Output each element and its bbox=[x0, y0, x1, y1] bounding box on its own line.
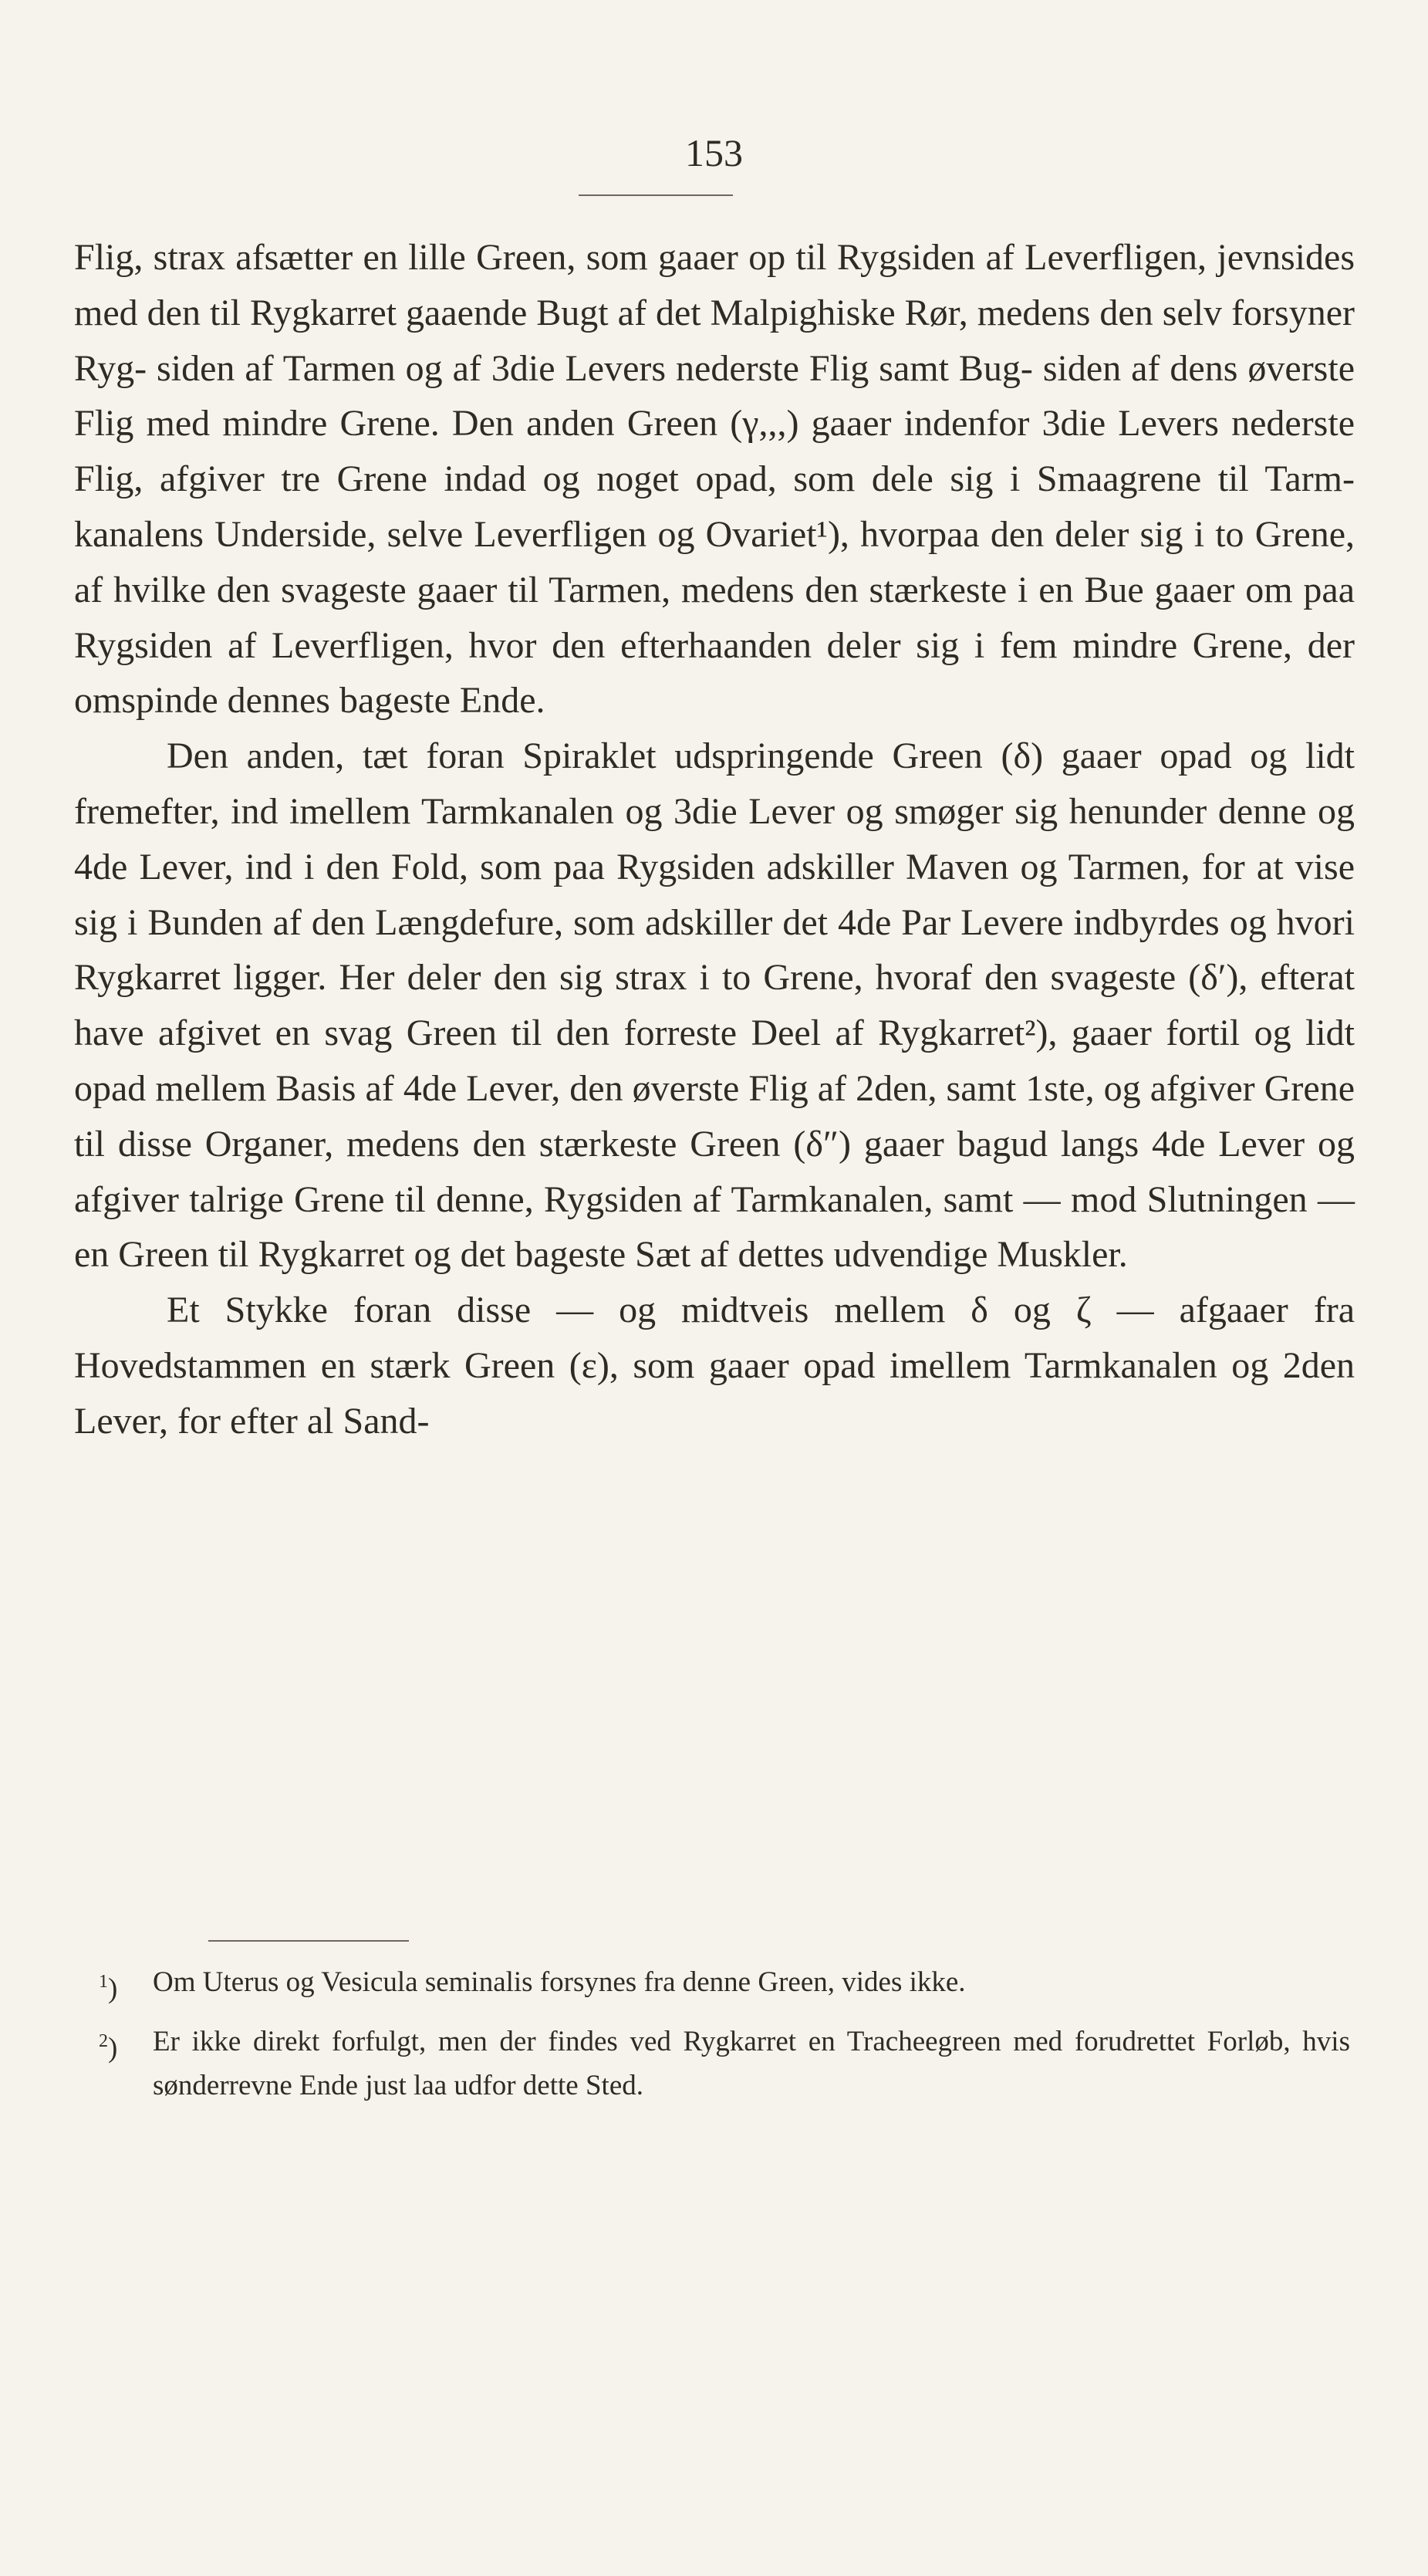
paragraph-2: Den anden, tæt foran Spiraklet udspringende Green (δ) gaaer opad og lidt fremefter, ind imellem Tarmkanalen og 3die Lever og smøger sig henunder denne og 4de Lever, ind i den Fold, som paa Rygsiden adskiller Maven og Tarmen, for at vise sig i Bunden af den Længdefure, som adskiller det 4de Par Levere indbyrdes og hvori Rygkarret ligger. Her deler den sig strax i to Grene, hvoraf den svageste (δ′), efterat have afgivet en svag Green til den forreste Deel af Rygkarret²), gaaer fortil og lidt opad mellem Basis af 4de Lever, den øverste Flig af 2den, samt 1ste, og afgiver Grene til disse Organer, medens den stærkeste Green (δ″) gaaer bagud langs 4de Lever og afgiver talrige Grene til denne, Rygsiden af Tarmkanalen, samt — mod Slutningen — en Green til Rygkarret og det bageste Sæt af dettes udvendige Muskler. bbox=[74, 735, 1355, 1276]
footnote-2 bbox=[99, 2020, 1350, 2108]
footnote-marker: $^1$) bbox=[99, 1972, 118, 2005]
paragraph-3: Et Stykke foran disse — og midtveis mellem δ og ζ — afgaaer fra Hovedstammen en stærk Green (ε), som gaaer opad imellem Tarmkanalen og 2den Lever, for efter al Sand- bbox=[74, 1290, 1355, 1442]
footnote-rule bbox=[208, 1940, 409, 1942]
page-number: 153 bbox=[685, 131, 743, 174]
footnote-1 bbox=[99, 1960, 1350, 2010]
body-text bbox=[74, 230, 1355, 1449]
footnote-text: Om Uterus og Vesicula seminalis forsynes fra denne Green, vides ikke. bbox=[153, 1966, 966, 1998]
footnote-text: Er ikke direkt forfulgt, men der findes ved Rygkarret en Tracheegreen med forudrettet Forløb, hvis sønderrevne Ende just laa udfor dette Sted. bbox=[153, 2026, 1350, 2102]
page-number-rule bbox=[579, 194, 733, 196]
footnotes bbox=[99, 1960, 1350, 2117]
footnote-marker: $^2$) bbox=[99, 2031, 118, 2064]
paragraph-1: Flig, strax afsætter en lille Green, som gaaer op til Rygsiden af Leverfligen, jevnsides med den til Rygkarret gaaende Bugt af det Malpighiske Rør, medens den selv forsyner Ryg- siden af Tarmen og af 3die Levers nederste Flig samt Bug- siden af dens øverste Flig med mindre Grene. Den anden Green (γ,,,) gaaer indenfor 3die Levers nederste Flig, afgiver tre Grene indad og noget opad, som dele sig i Smaagrene til Tarm- kanalens Underside, selve Leverfligen og Ovariet¹), hvorpaa den deler sig i to Grene, af hvilke den svageste gaaer til Tarmen, medens den stærkeste i en Bue gaaer om paa Rygsiden af Leverfligen, hvor den efterhaanden deler sig i fem mindre Grene, der omspinde dennes bageste Ende. bbox=[74, 237, 1355, 722]
